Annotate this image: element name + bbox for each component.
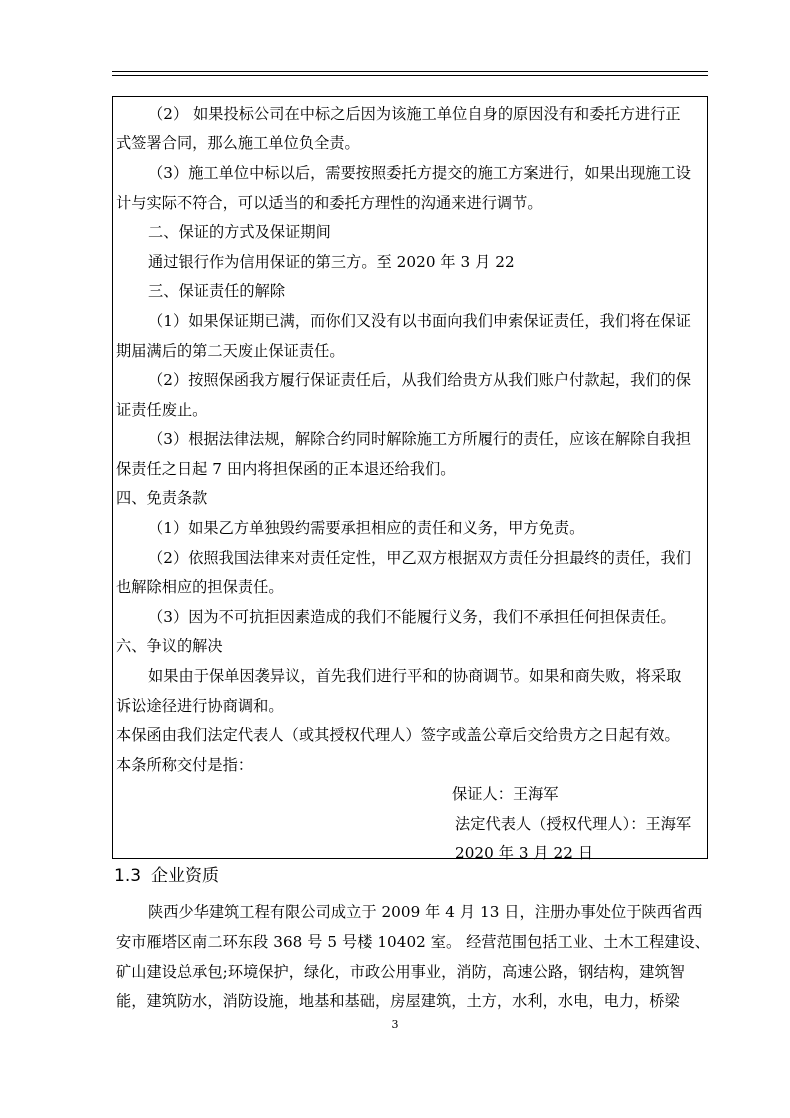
text-line: （2）依照我国法律来对责任定性，甲乙双方根据双方责任分担最终的责任，我们 bbox=[148, 549, 692, 567]
section-heading bbox=[114, 864, 219, 888]
text-line: 法定代表人（授权代理人）：王海军 bbox=[455, 815, 692, 833]
body-text-line: 能，建筑防水，消防设施，地基和基础，房屋建筑，土方，水利，水电，电力，桥梁 bbox=[116, 992, 680, 1010]
text-line: （3）施工单位中标以后，需要按照委托方提交的施工方案进行，如果出现施工设 bbox=[148, 164, 692, 182]
body-text-line: 陕西少华建筑工程有限公司成立于 2009 年 4 月 13 日，注册办事处位于陕西省西 bbox=[148, 903, 703, 921]
text-line: 本条所称交付是指： bbox=[116, 756, 254, 774]
section-title: 企业资质 bbox=[151, 866, 220, 886]
header-rule-thick bbox=[112, 71, 708, 72]
text-line: 证责任废止。 bbox=[116, 401, 208, 419]
text-line: 2020 年 3 月 22 日 bbox=[455, 844, 594, 862]
text-line: 三、保证责任的解除 bbox=[148, 282, 286, 300]
header-rule-thin bbox=[112, 75, 708, 76]
text-line: 四、免责条款 bbox=[116, 489, 208, 507]
text-line: （1）如果乙方单独毁约需要承担相应的责任和义务，甲方免责。 bbox=[148, 519, 585, 537]
text-line: 如果由于保单因袭异议，首先我们进行平和的协商调节。如果和商失败，将采取 bbox=[148, 667, 682, 685]
text-line: 本保函由我们法定代表人（或其授权代理人）签字或盖公章后交给贵方之日起有效。 bbox=[116, 726, 680, 744]
text-line: 式签署合同，那么施工单位负全责。 bbox=[116, 134, 360, 152]
text-line: 保责任之日起 7 田内将担保函的正本退还给我们。 bbox=[116, 460, 456, 478]
text-line: 诉讼途径进行协商调和。 bbox=[116, 697, 284, 715]
section-number: 1.3 bbox=[114, 866, 142, 886]
text-line: 计与实际不符合，可以适当的和委托方理性的沟通来进行调节。 bbox=[116, 194, 543, 212]
text-line: 保证人：王海军 bbox=[452, 785, 559, 803]
page-number: 3 bbox=[391, 1018, 399, 1031]
body-text-line: 安市雁塔区南二环东段 368 号 5 号楼 10402 室。 经营范围包括工业、土木工程建设、 bbox=[116, 933, 710, 951]
text-line: 也解除相应的担保责任。 bbox=[116, 578, 284, 596]
text-line: 期届满后的第二天废止保证责任。 bbox=[116, 342, 345, 360]
body-text-line: 矿山建设总承包;环境保护，绿化，市政公用事业，消防，高速公路，钢结构，建筑智 bbox=[116, 963, 685, 981]
text-line: 六、争议的解决 bbox=[116, 637, 223, 655]
text-line: （2）按照保函我方履行保证责任后，从我们给贵方从我们账户付款起，我们的保 bbox=[148, 371, 692, 389]
text-line: （2） 如果投标公司在中标之后因为该施工单位自身的原因没有和委托方进行正 bbox=[148, 105, 681, 123]
text-line: 通过银行作为信用保证的第三方。至 2020 年 3 月 22 bbox=[148, 253, 515, 271]
text-line: （3）因为不可抗拒因素造成的我们不能履行义务，我们不承担任何担保责任。 bbox=[148, 608, 676, 626]
text-line: （3）根据法律法规，解除合约同时解除施工方所履行的责任，应该在解除自我担 bbox=[148, 430, 692, 448]
text-line: （1）如果保证期已满，而你们又没有以书面向我们申索保证责任，我们将在保证 bbox=[148, 312, 692, 330]
text-line: 二、保证的方式及保证期间 bbox=[148, 223, 331, 241]
